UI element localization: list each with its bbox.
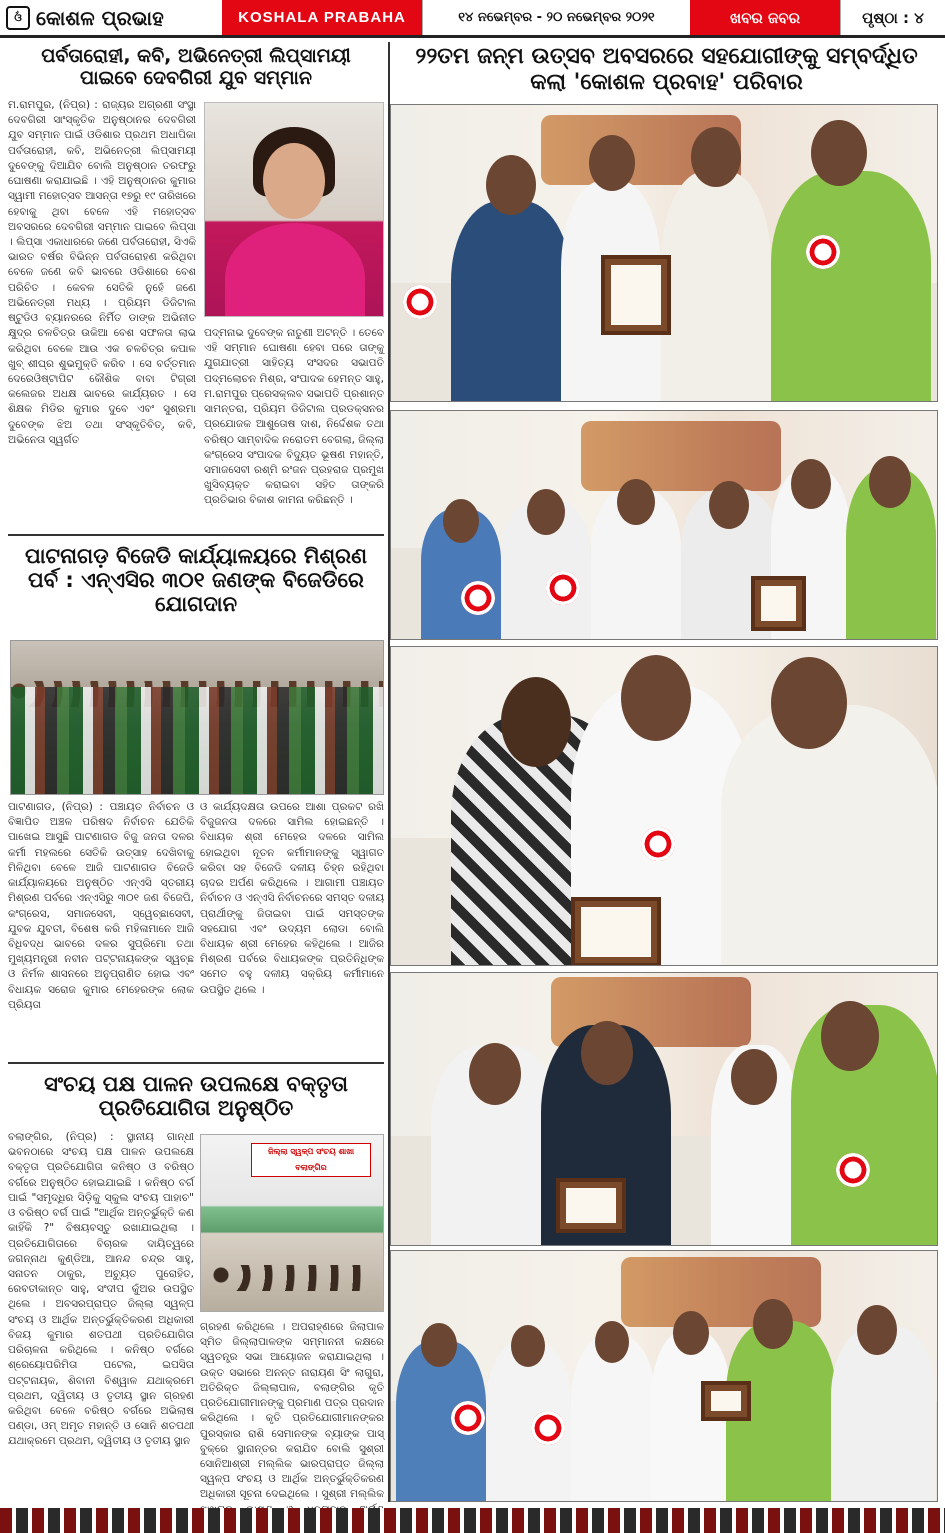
story1-body-left: ମ.ରାମପୁର, (ନିପ୍ର) : ରାଜ୍ୟର ଅଗ୍ରଣୀ ସଂସ୍ଥା ଦେବଗିରୀ ସାଂସ୍କୃତିକ ଅନୁଷ୍ଠାନର ଦେବଗିରୀ ଯୁବ ସମ୍ମାନ ପାଇଁ ଓଡିଶାର ପ୍ରଥମ ଅଧାପିକା ପର୍ବତାରୋହୀ, କବି, ଅଭିନେତ୍ରୀ ଲିପ୍ସାମୟୀ ଦୁବେଙ୍କୁ ଦିଆଯିବ ବୋଲି ଅନୁଷ୍ଠାନ ତରଫରୁ ଘୋଷଣା କରାଯାଇଛି । ଏହି ଅନୁଷ୍ଠାନର କୁମାର ସ୍ୱାମୀ ମହୋତ୍ସବ ଆସନ୍ତା ୧୭ରୁ ୧୯ ତାରିଖରେ ହେବାକୁ ଥିବା ବେଳେ ଏହି ମହୋତ୍ସବ ଅବସରରେ ଦେବଗିରୀ ସମ୍ମାନ ପାଇବେ ଲିପ୍ସା । ଲିପ୍ସା ଏକାଧାରରେ ଜଣେ ପର୍ବତାରୋହୀ, ସିଏକି ଭାରତ ବର୍ଷର ବିଭିନ୍ନ ପର୍ବତାରୋହଣ କରିଥିବା ବେଳେ ଜଣେ କବି ଭାବରେ ଓଡିଶାରେ ବେଶ ପରିଚିତ । କେବଳ ସେତିକି ନୁହେଁ ଜଣେ ଅଭିନେତ୍ରୀ ମଧ୍ୟ । ପ୍ରିୟମ ଡିଜିଟାଲ ଷ୍ଟୁଡିଓ ବ୍ୟାନରରେ ନିର୍ମିତ ଡାଙ୍କ ଅଭିନୀତ କ୍ଷୁଦ୍ର ଚଳଚିତ୍ର ଉକିଆ ବେଶ ସଫଳତା ଲାଭ କରିଥିବା ବେଳେ ଆଉ ଏକ ଚଳଚିତ୍ର କପାଳ ଖୁବ୍ ଶୀଘ୍ର ଶୁଭମୁକ୍ତି କରିବ । ସେ ବର୍ତ୍ତମାନ ଦେରେଓିଷ୍ଟାପିଟ କୌଶିକ ବାବା ଟିଗ୍ରୀ କଲେଜର ଅଧକ୍ଷ ଭାବରେ କାର୍ଯ୍ୟରତ । ସେ ଶିକ୍ଷକ ମିଡିର କୁମାର ଦୁବେ ଏବଂ ସୁଶ୍ରମା ଦୁବେଙ୍କ ଝିଅ ତଥା ସଂସ୍କୃତିବିତ୍, କବି, ଅଭିନେତା ସ୍ୱର୍ଗତ [8, 99, 196, 446]
event-photo-2 [390, 410, 938, 640]
story1-portrait-photo [204, 102, 384, 317]
page-number: ପୃଷ୍ଠା : ୪ [840, 0, 945, 35]
issue-date-range: ୧୪ ନଭେମ୍ବର - ୨୦ ନଭେମ୍ବର ୨୦୨୧ [422, 0, 690, 35]
right-headline: ୨୨ତମ ଜନ୍ମ ଉତ୍ସବ ଅବସରରେ ସହଯୋଗୀଙ୍କୁ ସମ୍ବର୍ଦ୍ଧିତ କଲା 'କୋଶଳ ପ୍ରବାହ' ପରିବାର [415, 44, 918, 96]
story3-body-left: ବଲାଙ୍ଗିର, (ନିପ୍ର) : ସ୍ଥାନୀୟ ଗାନ୍ଧୀ ଭବନଠାରେ ସଂଚୟ ପକ୍ଷ ପାଳନ ଉପଲକ୍ଷେ ବକ୍ତୃତା ପ୍ରତିଯୋଗିତା କନିଷ୍ଠ ଓ ବରିଷ୍ଠ ବର୍ଗରେ ଅନୁଷ୍ଠିତ ହୋଇଯାଇଛି । କନିଷ୍ଠ ବର୍ଗ ପାଇଁ "ସମୃଦ୍ଧିର ସିଡ଼ିକୁ ସ୍କୁଲ ସଂଚୟ ପାହାଚ" ଓ ବରିଷ୍ଠ ବର୍ଗ ପାଇଁ "ଆର୍ଥିକ ଅନ୍ତର୍ଭୁକ୍ତି କଣ କାହିଁକି ?" ବିଷୟବସ୍ତୁ ରଖାଯାଇଥିଲା । ପ୍ରତିଯୋଗିତାରେ ବିଚାରକ ଦାୟିତ୍ୱରେ ଜଗନ୍ନାଥ କୁଣ୍ଡିଆ, ଆନନ୍ଦ ଚନ୍ଦ୍ର ସାହୁ, ସନାତନ ଠାକୁର, ଅଚ୍ୟୁତ ପୁରୋହିତ, ରେବତୀକାନ୍ତ ସାହୁ, ସଂଦୀପ କୁଁଅର ଉପସ୍ଥିତ ଥିଲେ । ଅବସରପ୍ରାପ୍ତ ଜିଲ୍ଲା ସ୍ୱଳ୍ପ ସଂଚୟ ଓ ଆର୍ଥିକ ଅନ୍ତର୍ଭୁକ୍ତିକରଣ ଅଧିକାରୀ ବିଜୟ କୁମାର ଶତପଥୀ ପ୍ରତିଯୋଗିତା ପରିଚାଳନା କରିଥିଲେ । କନିଷ୍ଠ ବର୍ଗରେ ଶ୍ରେୟୋପରିମିତା ପଟେଲ, ଇପସିତା ପଟ୍ଟନାୟକ, ଶିବାନୀ ବିଶ୍ୱାଳ ଯଥାକ୍ରମେ ପ୍ରଥମ, ଦ୍ୱିତୀୟ ଓ ତୃତୀୟ ସ୍ଥାନ ଗ୍ରହଣ କରିଥିବା ବେଳେ ବରିଷ୍ଠ ବର୍ଗରେ ଅଭିଲାଷ ପଣ୍ଡା, ଓମ୍ ଅମୃତ ମହାନ୍ତି ଓ ସୋନି ଶତପଥୀ ଯଥାକ୍ରମେ ପ୍ରଥମ, ଦ୍ୱିତୀୟ ଓ ତୃତୀୟ ସ୍ଥାନ [8, 1131, 194, 1448]
story2-headline: ପାଟନାଗଡ଼ ବିଜେଡି କାର୍ଯ୍ୟାଳୟରେ ମିଶ୍ରଣ ପର୍ବ : ଏନ୍‌ଏସିର ୩୦୧ ଜଣଙ୍କ ବିଜେଡିରେ ଯୋଗଦାନ [25, 544, 367, 617]
masthead [0, 0, 945, 38]
story3-body-right: ଗ୍ରହଣ କରିଥିଲେ । ଅପରାହ୍ଣରେ ଜିଲାପାଳ ସ୍ମିତ ଜିଲ୍ଲାପାଳଙ୍କ ସମ୍ମାନନୀ କକ୍ଷରେ ସ୍ୱତନ୍ତ୍ର ସଭା ଆୟୋଜନ କରାଯାଇଥିଲା । ଉକ୍ତ ସଭାରେ ଅନନ୍ତ ନାରାୟଣ ସିଂ ଲାଗୁରା, ଅତିରିକ୍ତ ଜିଲ୍ଲାପାଳ, ବଲାଙ୍ଗିର କୃତି ପ୍ରତିଯୋଗୀମାନଙ୍କୁ ପ୍ରମାଣ ପତ୍ର ପ୍ରଦାନ କରିଥିଲେ । କୃତି ପ୍ରତିଯୋଗୀମାନଙ୍କର ପୁରସ୍କାର ରାଶି ସେମାନଙ୍କ ବ୍ୟାଙ୍କ ପାସ୍ ବୁକ୍‌ରେ ସ୍ଥାନାନ୍ତର କରାଯିବ ବୋଲି ସୁଶ୍ରୀ ସୋନିଆଶ୍ରୀ ମଲ୍ଲିକ ଭାରପ୍ରାପ୍ତ ଜିଲ୍ଲା ସ୍ୱଳ୍ପ ସଂଚୟ ଓ ଆର୍ଥିକ ଅନ୍ତର୍ଭୁକ୍ତିକରଣ ଅଧିକାରୀ ସୂଚନା ଦେଇଥିଲେ । ସୁଶ୍ରୀ ମଲ୍ଲିକ [200, 1321, 384, 1501]
divider [8, 534, 384, 536]
newspaper-logo [0, 0, 222, 35]
emblem-icon: ଓଁ [6, 6, 30, 30]
photo-banner: ଜିଲ୍ଲା ସ୍ୱଳ୍ପ ସଂଚୟ ଶାଖା ବଲାଙ୍ଗିର [251, 1143, 371, 1177]
story2-body-right: ଓ କାର୍ଯ୍ୟଦକ୍ଷତା ଉପରେ ଆଶା ପ୍ରକଟ ରଖି ବିଜୁଜନତା ଦଳରେ ସାମିଲ ହୋଇଛନ୍ତି । ବିଧାୟକ ଶ୍ରୀ ମେହେର ଦଳରେ ସାମିଲ ହୋଇଥିବା ନୂତନ କର୍ମୀମାନଙ୍କୁ ସ୍ୱାଗତ କରିବା ସହ ବିଜେଡି ଦଳୀୟ ଚିହ୍ନ ରହିଥିବା ଚାଦର ଅର୍ପଣ କରିଥିଲେ । ଆଗାମୀ ପଞ୍ଚାୟତ ନିର୍ବାଚନ ଓ ଏନ୍‌ଏସି ନିର୍ବାଚନରେ ସମସ୍ତ ଦଳୀୟ ପ୍ରାର୍ଥୀଙ୍କୁ ଜିତାଇବା ପାଇଁ ସମସ୍ତଙ୍କ ସହଯୋଗ ଏବଂ ଉଦ୍ୟମ ଲୋଡା ବୋଲି ବିଧାୟକ ଶ୍ରୀ ମେହେର କହିଥିଲେ । ଆଜିର ମିଶ୍ରଣ ପର୍ବରେ ବିଧାୟକଙ୍କ ପ୍ରତିନିଧିଙ୍କ ସମେତ ବହୁ ଦଳୀୟ ସକ୍ରିୟ କର୍ମୀମାନେ ଉପସ୍ଥିତ ଥିଲେ । [200, 801, 384, 996]
section-name: ଖବର ଜବର [690, 0, 840, 35]
decorative-border [0, 1508, 945, 1533]
story2-body-left: ପାଟଣାଗଡ, (ନିପ୍ର) : ପଞ୍ଚାୟତ ନିର୍ବାଚନ ଓ ବିଜ୍ଞାପିତ ଅଞ୍ଚଳ ପରିଷଦ ନିର୍ବାଚନ ଯେତିକି ପାଖେଇ ଆସୁଛି ପାଟଣାଗଡ ବିଜୁ ଜନତା ଦଳର କର୍ମୀ ମହଲରେ ସେତିକି ଉତ୍ସାହ ଦେଖିବାକୁ ମିଳିଥିବା ବେଳେ ଆଜି ପାଟଣାଗଡ ବିଜେଡି କାର୍ଯ୍ୟାଳୟରେ ଅନୁଷ୍ଠିତ ଏନ୍‌ଏସି ସ୍ତରୀୟ ମିଶ୍ରଣ ପର୍ବରେ ଏନ୍‌ଏସିରୁ ୩୦୧ ଜଣ ବିଜେପି, କଂଗ୍ରେସ, ସମାଜସେବୀ, ସ୍ୱେଚ୍ଛାସେବୀ, ଯୁବକ ଯୁବତୀ, ବିଶେଷ କରି ମହିଳାମାନେ ଆଜି ବିଧିବଦ୍ଧ ଭାବରେ ଦଳର ସୁପ୍ରିମୋ ତଥା ମୁଖ୍ୟମନ୍ତ୍ରୀ ନବୀନ ପଟ୍ଟନାୟକଙ୍କ ସ୍ୱଚ୍ଛ ଓ ନିର୍ମଳ ଶାସନରେ ଅନୁପ୍ରାଣିତ ହୋଇ ଏବଂ ବିଧାୟକ ସରୋଜ କୁମାର ମେହେରଙ୍କ ଲୋକ ପ୍ରିୟତା [8, 801, 194, 1011]
story1-headline: ପର୍ବତାରୋହୀ, କବି, ଅଭିନେତ୍ରୀ ଲିପ୍ସାମୟୀ ପାଇବେ ଦେବଗିରୀ ଯୁବ ସମ୍ମାନ [41, 45, 351, 89]
story1-body-right: ପଦ୍ମନାଭ ଦୁବେଙ୍କ ନାତୁଣୀ ଅଟନ୍ତି । ତେବେ ଏହି ସମ୍ମାନ ଘୋଷଣା ହେବା ପରେ ତାଙ୍କୁ ଯୁଗଯାତ୍ରୀ ସାହିତ୍ୟ ସଂସଦର ସଭାପତି ପଦ୍ମଲୋଚନ ମିଶ୍ର, ସଂପାଦକ ହେମନ୍ତ ସାହୁ, ମ.ରାମପୁର ପ୍ରେସକ୍ଲବ ସଭାପତି ପ୍ରଶାନ୍ତ ସାମନ୍ତରା, ପ୍ରିୟମ ଡିଜିଟାଲ ପ୍ରଡକ୍ସନର ପ୍ରଯୋଜକ ଆଶୁତୋଷ ଦାଶ, ନିର୍ଦ୍ଦେଶକ ତଥା ବରିଷ୍ଠ ସାମ୍ବାଦିକ ନରୋତମ ବେଗଲା, ଜିଲ୍ଲା କଂଗ୍ରେସ ସଂପାଦକ ବିଦ୍ୟୁତ ଭୂଷଣ ମହାନ୍ତି, ସମାଜସେବୀ ରଶ୍ମି ରଂଜନ ପ୍ରହରାଜ ପ୍ରମୁଖ ଖୁସିବ୍ୟକ୍ତ କରାଇବା ସହିତ ତାଙ୍କରି ପ୍ରତିଭାର ବିକାଶ କାମନା କରିଛନ୍ତି । [204, 327, 384, 507]
story3-header [8, 1066, 384, 1126]
story2-header [8, 538, 384, 622]
story3-event-photo [200, 1134, 384, 1312]
event-photo-4 [390, 972, 938, 1246]
left-column [8, 42, 384, 96]
story2-group-photo [10, 640, 384, 795]
story3-headline: ସଂଚୟ ପକ୍ଷ ପାଳନ ଉପଲକ୍ଷେ ବକ୍ତୃତା ପ୍ରତିଯୋଗିତା ଅନୁଷ୍ଠିତ [44, 1072, 348, 1121]
event-photo-3 [390, 646, 938, 966]
logo-text: କୋଶଳ ପ୍ରଭାହ [36, 5, 164, 30]
divider [8, 1062, 384, 1064]
brand-name: KOSHALA PRABAHA [222, 0, 422, 35]
story1 [8, 98, 384, 528]
event-photo-5 [390, 1250, 938, 1502]
event-photo-1 [390, 104, 938, 402]
right-column [394, 42, 939, 103]
